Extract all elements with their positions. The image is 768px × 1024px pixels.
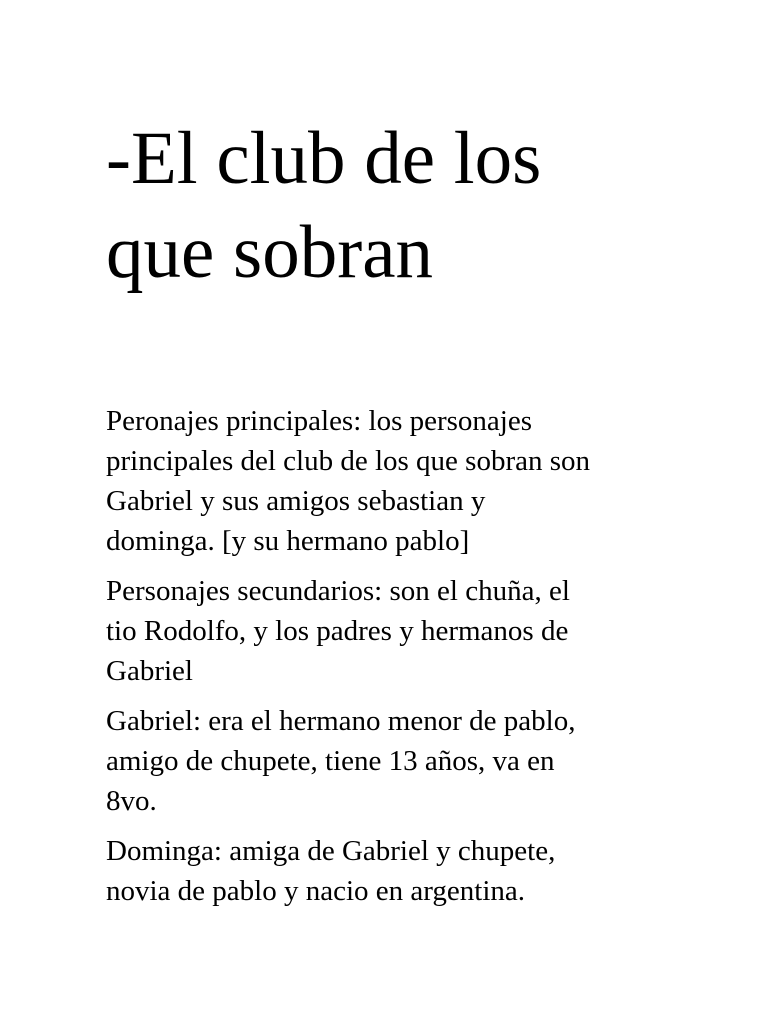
title-line: -El club de los: [106, 117, 542, 200]
document-title: [106, 112, 726, 300]
text-line: amigo de chupete, tiene 13 años, va en: [106, 745, 555, 777]
text-line: principales del club de los que sobran son: [106, 445, 591, 477]
text-line: dominga. [y su hermano pablo]: [106, 525, 470, 557]
title-line: que sobran: [106, 211, 433, 294]
text-line: tio Rodolfo, y los padres y hermanos de: [106, 615, 569, 647]
text-line: Dominga: amiga de Gabriel y chupete,: [106, 835, 556, 867]
text-line: Personajes secundarios: son el chuña, el: [106, 575, 570, 607]
text-line: Gabriel: era el hermano menor de pablo,: [106, 705, 576, 737]
text-line: 8vo.: [106, 785, 157, 817]
document-body: [106, 401, 706, 921]
text-line: Peronajes principales: los personajes: [106, 405, 533, 437]
text-line: novia de pablo y nacio en argentina.: [106, 875, 526, 907]
paragraph-main-characters: [106, 401, 706, 561]
text-line: Gabriel y sus amigos sebastian y: [106, 485, 486, 517]
paragraph-secondary-characters: [106, 571, 706, 691]
paragraph-dominga: [106, 831, 706, 911]
paragraph-gabriel: [106, 701, 706, 821]
text-line: Gabriel: [106, 655, 193, 687]
